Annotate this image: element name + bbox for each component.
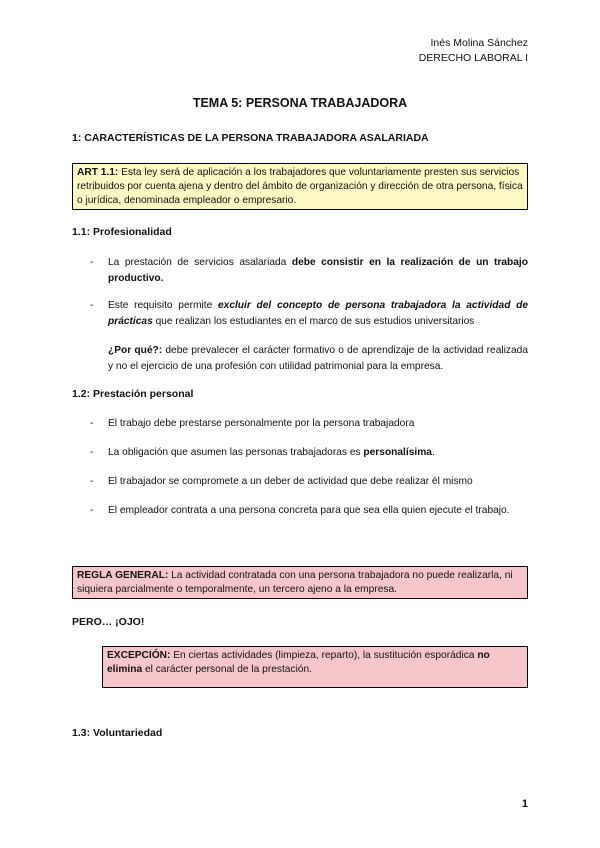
bullet-dash: - bbox=[90, 418, 94, 429]
section-1-3-heading: 1.3: Voluntariedad bbox=[72, 727, 163, 739]
bullet-dash: - bbox=[90, 447, 94, 458]
why-text: debe prevalecer el carácter formativo o de aprendizaje de la actividad realizada y no el ejercicio de una profesión con utilidad patrimonial para la empresa. bbox=[108, 345, 528, 372]
bullet-text: El trabajo debe prestarse personalmente por la persona trabajadora bbox=[108, 418, 415, 429]
excepcion-text: En ciertas actividades (limpieza, reparto), la sustitución esporádica bbox=[170, 650, 478, 661]
bullet-text: Este requisito permite bbox=[108, 300, 218, 311]
course-name: DERECHO LABORAL I bbox=[418, 52, 528, 64]
section-1-2-heading: 1.2: Prestación personal bbox=[72, 388, 194, 400]
bullet-dash: - bbox=[90, 476, 94, 487]
regla-label: REGLA GENERAL: bbox=[77, 570, 169, 581]
bullet-text: El empleador contrata a una persona concreta para que sea ella quien ejecute el trabajo. bbox=[108, 505, 510, 516]
art-1-1-box bbox=[72, 163, 528, 210]
excepcion-bold: no elimina bbox=[107, 650, 490, 675]
list-item bbox=[90, 474, 528, 490]
bullet-text-post: que realizan los estudiantes en el marco de sus estudios universitarios bbox=[152, 315, 475, 327]
art-label: ART 1.1: bbox=[77, 167, 119, 178]
excepcion-label: EXCEPCIÓN: bbox=[107, 650, 171, 661]
list-item bbox=[90, 255, 528, 286]
bullet-text: La obligación que asumen las personas trabajadoras es bbox=[108, 447, 364, 458]
page-header bbox=[419, 36, 528, 66]
why-paragraph bbox=[108, 343, 528, 374]
list-item bbox=[90, 298, 528, 329]
pero-ojo-heading: PERO… ¡OJO! bbox=[72, 616, 145, 628]
bullet-bold: debe consistir en la realización de un trabajo productivo. bbox=[108, 257, 528, 284]
regla-general-box bbox=[72, 566, 528, 599]
section-1-1-heading: 1.1: Profesionalidad bbox=[72, 226, 172, 238]
bullet-dash: - bbox=[90, 300, 94, 311]
regla-text: La actividad contratada con una persona trabajadora no puede realizarla, ni siquiera parcialmente o temporalmente, un tercero ajeno a la empresa. bbox=[77, 570, 513, 595]
document-title: TEMA 5: PERSONA TRABAJADORA bbox=[192, 96, 408, 110]
author-name: Inés Molina Sánchez bbox=[430, 37, 528, 49]
bullet-dash: - bbox=[90, 505, 94, 516]
page-number: 1 bbox=[521, 798, 528, 810]
bullet-text: El trabajador se compromete a un deber de actividad que debe realizar él mismo bbox=[108, 476, 473, 487]
bullet-text-post: . bbox=[431, 447, 435, 458]
bullet-dash: - bbox=[90, 257, 94, 268]
list-item bbox=[90, 416, 528, 432]
list-item bbox=[90, 503, 528, 519]
bullet-bold-italic: excluir del concepto de persona trabajadora la actividad de prácticas bbox=[108, 300, 529, 327]
why-label: ¿Por qué?: bbox=[108, 345, 163, 356]
art-text: Esta ley será de aplicación a los trabajadores que voluntariamente presten sus servicios retribuidos por cuenta ajena y dentro del ámbito de organización y dirección de otra persona, física o jurídica, denominada empleador o empresario. bbox=[77, 167, 523, 206]
excepcion-box bbox=[102, 646, 528, 688]
bullet-bold: personalísima bbox=[363, 447, 432, 458]
section-1-heading: 1: CARACTERÍSTICAS DE LA PERSONA TRABAJADORA ASALARIADA bbox=[72, 132, 429, 144]
list-item bbox=[90, 445, 528, 461]
excepcion-text-post: el carácter personal de la prestación. bbox=[142, 664, 312, 675]
bullet-text: La prestación de servicios asalariada bbox=[108, 257, 292, 268]
